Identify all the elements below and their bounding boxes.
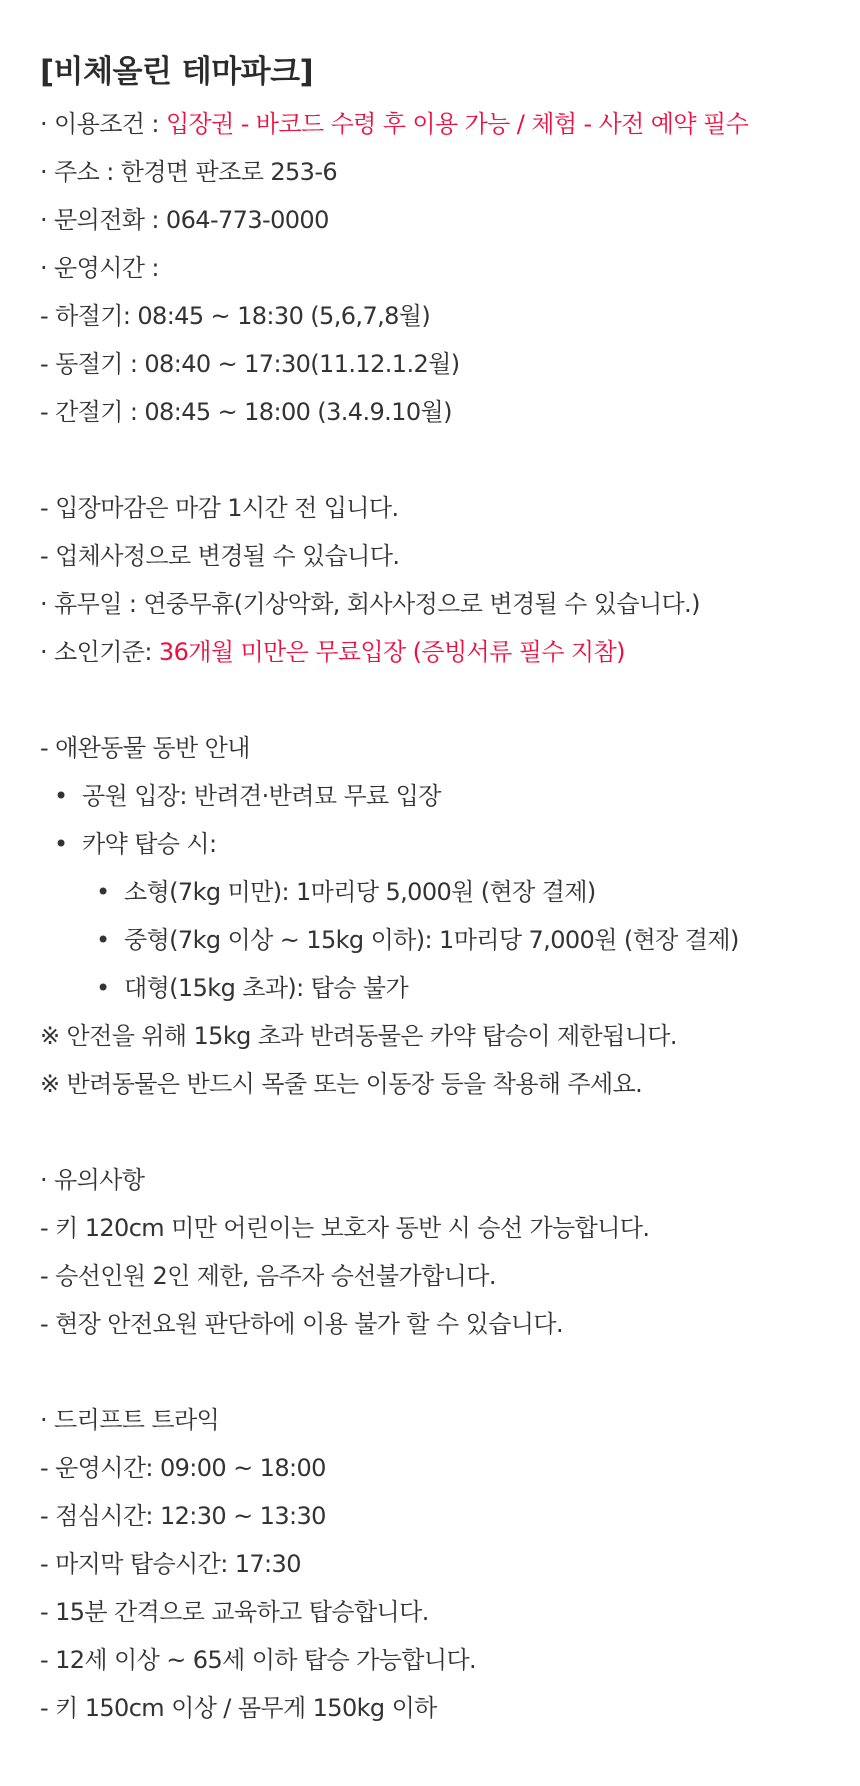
drift-trike-last-ride: - 마지막 탑승시간: 17:30 xyxy=(40,1550,301,1578)
pets-kayak-item xyxy=(40,820,860,868)
drift-trike-limits: - 키 150cm 이상 / 몸무게 150kg 이하 xyxy=(40,1694,437,1722)
spacer xyxy=(40,1348,860,1396)
hours-winter: - 동절기 : 08:40 ~ 17:30(11.12.1.2월) xyxy=(40,350,460,378)
hours-summer: - 하절기: 08:45 ~ 18:30 (5,6,7,8월) xyxy=(40,302,431,330)
drift-trike-age: - 12세 이상 ~ 65세 이하 탑승 가능합니다. xyxy=(40,1646,477,1674)
hours-label: · 운영시간 : xyxy=(40,254,159,282)
pets-small-text: 소형(7kg 미만): 1마리당 5,000원 (현장 결제) xyxy=(124,878,596,906)
caution-item: - 승선인원 2인 제한, 음주자 승선불가합니다. xyxy=(40,1262,496,1290)
drift-trike-heading: · 드리프트 트라익 xyxy=(40,1406,220,1434)
pets-warning-1: ※ 안전을 위해 15kg 초과 반려동물은 카약 탑승이 제한됩니다. xyxy=(40,1022,677,1050)
spacer xyxy=(40,436,860,484)
bullet-icon: • xyxy=(96,974,110,1002)
drift-trike-hours: - 운영시간: 09:00 ~ 18:00 xyxy=(40,1454,326,1482)
caution-item: - 현장 안전요원 판단하에 이용 불가 할 수 있습니다. xyxy=(40,1310,563,1338)
bullet-icon: • xyxy=(54,782,68,810)
caution-item: - 키 120cm 미만 어린이는 보호자 동반 시 승선 가능합니다. xyxy=(40,1214,650,1242)
page-title: [비체올린 테마파크] xyxy=(40,54,314,90)
pets-heading: - 애완동물 동반 안내 xyxy=(40,734,250,762)
pets-park-item xyxy=(40,772,860,820)
drift-trike-lunch: - 점심시간: 12:30 ~ 13:30 xyxy=(40,1502,326,1530)
pets-warning-2: ※ 반려동물은 반드시 목줄 또는 이동장 등을 착용해 주세요. xyxy=(40,1070,643,1098)
closed-days: · 휴무일 : 연중무휴(기상악화, 회사사정으로 변경될 수 있습니다.) xyxy=(40,590,700,618)
entry-close-note: - 입장마감은 마감 1시간 전 입니다. xyxy=(40,494,399,522)
usage-label: · 이용조건 : xyxy=(40,110,166,138)
drift-trike-interval: - 15분 간격으로 교육하고 탑승합니다. xyxy=(40,1598,429,1626)
may-change-note: - 업체사정으로 변경될 수 있습니다. xyxy=(40,542,400,570)
usage-conditions xyxy=(40,100,860,148)
cautions-heading: · 유의사항 xyxy=(40,1166,145,1194)
pets-kayak-text: 카약 탑승 시: xyxy=(82,830,217,858)
bullet-icon: • xyxy=(96,878,110,906)
child-label: · 소인기준: xyxy=(40,638,159,666)
pets-park-text: 공원 입장: 반려견·반려묘 무료 입장 xyxy=(82,782,441,810)
hours-between: - 간절기 : 08:45 ~ 18:00 (3.4.9.10월) xyxy=(40,398,452,426)
pets-medium-text: 중형(7kg 이상 ~ 15kg 이하): 1마리당 7,000원 (현장 결제) xyxy=(124,926,739,954)
bullet-icon: • xyxy=(96,926,110,954)
bullet-icon: • xyxy=(54,830,68,858)
pets-medium-item xyxy=(40,916,860,964)
spacer xyxy=(40,676,860,724)
pets-large-text: 대형(15kg 초과): 탑승 불가 xyxy=(124,974,409,1002)
pets-small-item xyxy=(40,868,860,916)
address: · 주소 : 한경면 판조로 253-6 xyxy=(40,158,338,186)
phone: · 문의전화 : 064-773-0000 xyxy=(40,206,329,234)
pets-large-item xyxy=(40,964,860,1012)
child-value: 36개월 미만은 무료입장 (증빙서류 필수 지참) xyxy=(158,638,625,666)
usage-value: 입장권 - 바코드 수령 후 이용 가능 / 체험 - 사전 예약 필수 xyxy=(165,110,749,138)
child-criteria xyxy=(40,628,860,676)
spacer xyxy=(40,1108,860,1156)
